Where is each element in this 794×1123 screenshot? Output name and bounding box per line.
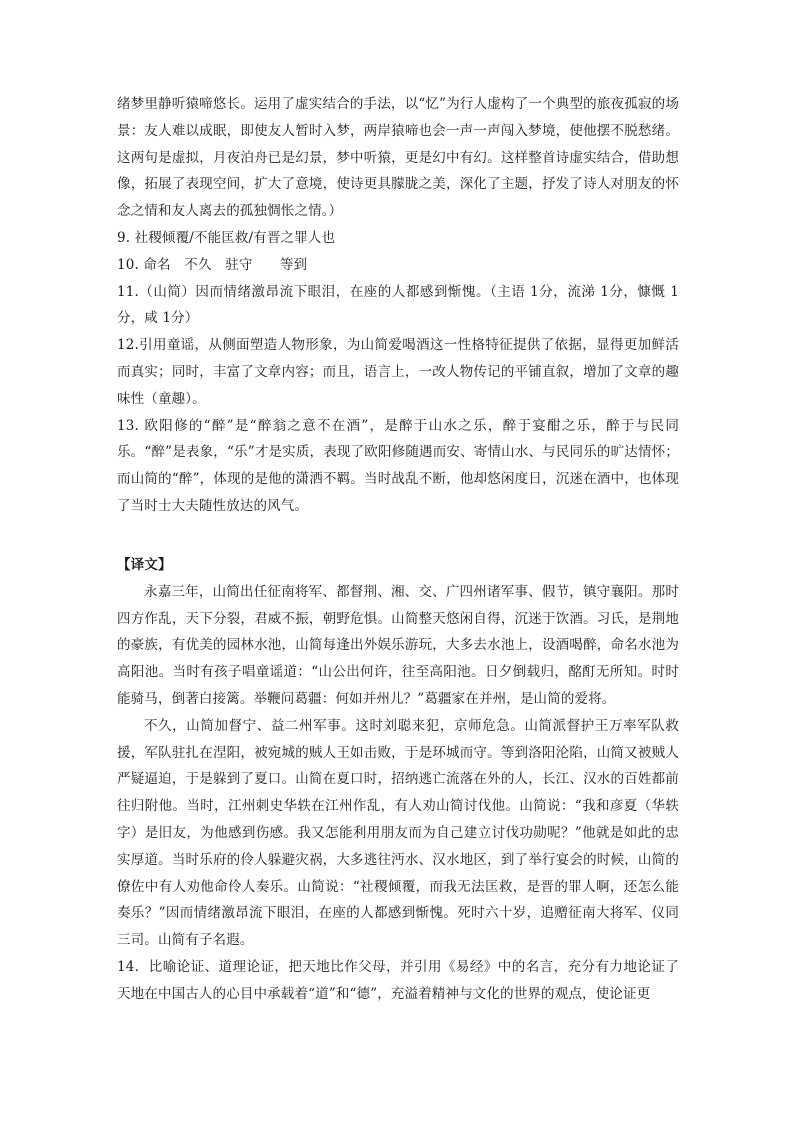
answer-9: 9. 社稷倾覆/不能匡救/有晋之罪人也 xyxy=(117,229,336,246)
answer-13: 13. 欧阳修的“醉”是“醉翁之意不在酒”，是醉于山水之乐，醉于宴酣之乐，醉于与民同乐。“醉”是表象，“乐”才是实质，表现了欧阳修随遇而安、寄情山水、与民同乐的旷达情怀；而山简的“醉”，体现的是他的潇洒不羁。当时战乱不断，他却悠闲度日，沉迷在酒中，也体现了当时士大夫随性放达的风气。 xyxy=(117,417,679,514)
translation-heading: 【译文】 xyxy=(117,557,172,573)
answer-14: 14．比喻论证、道理论证，把天地比作父母，并引用《易经》中的名言，充分有力地论证了天地在中国古人的心目中承载着“道”和“德”，充溢着精神与文化的世界的观点，使论证更 xyxy=(117,958,679,1002)
translation-paragraph-2: 不久，山简加督宁、益二州军事。这时刘聪来犯，京师危急。山简派督护王万率军队救援，军队驻扎在涅阳，被宛城的贼人王如击败，于是环城而守。等到洛阳沦陷，山简又被贼人严疑逼迫，于是躲到了夏口。山简在夏口时，招纳逃亡流落在外的人，长江、汉水的百姓都前往归附他。当时，江州刺史华轶在江州作乱，有人劝山简讨伐他。山简说：“我和彦夏（华轶字）是旧友，为他感到伤感。我又怎能利用朋友而为自己建立讨伐功勋呢？”他就是如此的忠实厚道。当时乐府的伶人躲避灾祸，大多逃往沔水、汉水地区，到了举行宴会的时候，山简的僚佐中有人劝他命伶人奏乐。山简说：“社稷倾覆，而我无法匡救，是晋的罪人啊，还怎么能奏乐？”因而情绪激昂流下眼泪，在座的人都感到惭愧。死时六十岁，追赠征南大将军、仪同三司。山简有子名遐。 xyxy=(117,717,679,949)
answer-8-continuation: 绪梦里静听猿啼悠长。运用了虚实结合的手法，以“忆”为行人虚构了一个典型的旅夜孤寂的场景：友人难以成眠，即使友人暂时入梦，两岸猿啼也会一声一声闯入梦境，使他摆不脱愁绪。这两句是虚拟，月夜泊舟已是幻景，梦中听猿，更是幻中有幻。这样整首诗虚实结合，借助想像，拓展了表现空间，扩大了意境，使诗更具朦胧之美，深化了主题，抒发了诗人对朋友的怀念之情和友人离去的孤独惆怅之情。） xyxy=(117,96,679,220)
translation-paragraph-1: 永嘉三年，山简出任征南将军、都督荆、湘、交、广四州诸军事、假节，镇守襄阳。那时四方作乱，天下分裂，君威不振，朝野危惧。山简整天悠闲自得，沉迷于饮酒。习氏，是荆地的豪族，有优美的园林水池，山简每逢出外娱乐游玩，大多去水池上，设酒喝醉，命名水池为高阳池。当时有孩子唱童谣道：“山公出何许，往至高阳池。日夕倒载归，酩酊无所知。时时能骑马，倒著白接篱。举鞭问葛疆：何如并州儿？”葛疆家在并州，是山简的爱将。 xyxy=(117,583,679,707)
answers-section xyxy=(117,91,679,520)
answer-10: 10. 命名 不久 驻守 等到 xyxy=(117,256,308,273)
translation-section xyxy=(117,552,679,1008)
answer-11: 11.（山简）因而情绪激昂流下眼泪，在座的人都感到惭愧。（主语 1分，流涕 1分，慷慨 1分，咸 1分） xyxy=(117,283,679,327)
answer-12: 12.引用童谣，从侧面塑造人物形象，为山简爱喝酒这一性格特征提供了依据，显得更加鲜活而真实；同时，丰富了文章内容；而且，语言上，一改人物传记的平铺直叙，增加了文章的趣味性（童趣）。 xyxy=(117,337,679,407)
